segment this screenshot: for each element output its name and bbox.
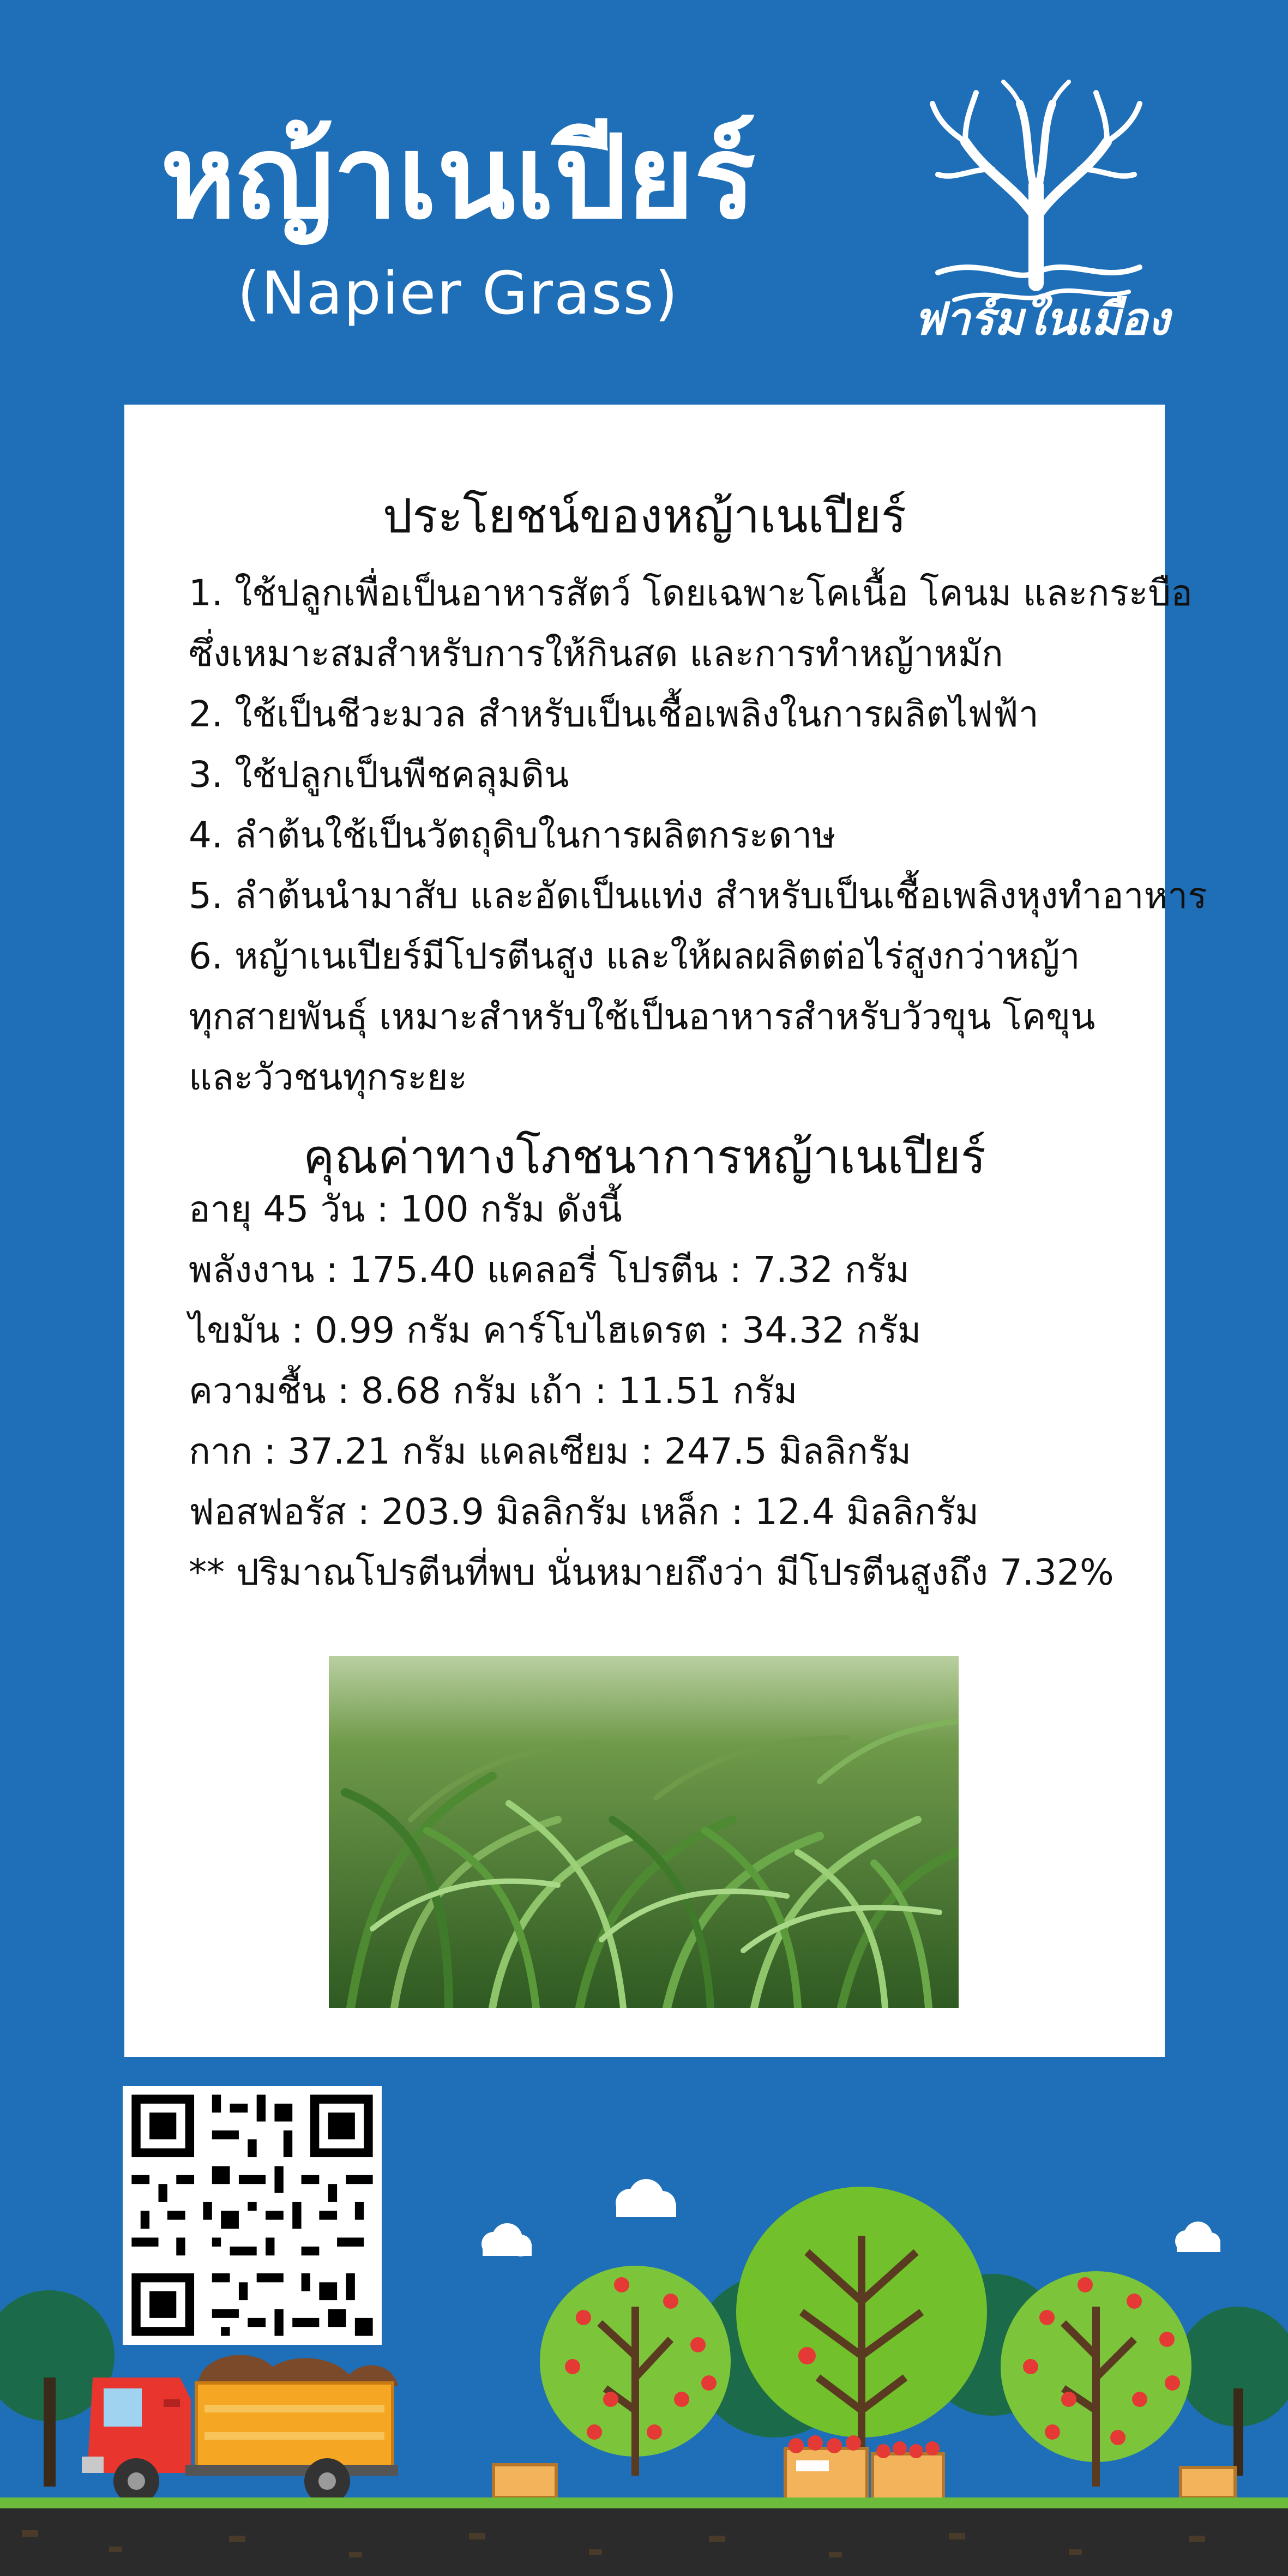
- farm-scene: [0, 2072, 1288, 2576]
- benefit-line: ซึ่งเหมาะสมสำหรับการให้กินสด และการทำหญ้าหมัก: [189, 633, 1003, 675]
- nutrition-line: ความชื้น : 8.68 กรัม เถ้า : 11.51 กรัม: [189, 1370, 798, 1412]
- napier-grass-photo: [329, 1656, 959, 2008]
- nutrition-line: ไขมัน : 0.99 กรัม คาร์โบไฮเดรต : 34.32 กรัม: [189, 1309, 922, 1351]
- benefit-line: 1. ใช้ปลูกเพื่อเป็นอาหารสัตว์ โดยเฉพาะโคเนื้อ โคนม และกระบือ: [189, 572, 1193, 614]
- content-panel: [124, 405, 1207, 2057]
- page-title: หญ้าเนเปียร์: [160, 111, 756, 244]
- logo-text: ฟาร์มในเมือง: [913, 293, 1170, 345]
- nutrition-line: กาก : 37.21 กรัม แคลเซียม : 247.5 มิลลิกรัม: [189, 1430, 912, 1472]
- page-subtitle: (Napier Grass): [237, 260, 679, 328]
- benefits-heading: ประโยชน์ของหญ้าเนเปียร์: [382, 489, 907, 544]
- nutrition-line: พลังงาน : 175.40 แคลอรี่ โปรตีน : 7.32 กรัม: [189, 1249, 910, 1291]
- benefits-list: [189, 563, 1207, 1108]
- benefit-line: 3. ใช้ปลูกเป็นพืชคลุมดิน: [189, 754, 569, 796]
- nutrition-line: ** ปริมาณโปรตีนที่พบ นั่นหมายถึงว่า มีโปรตีนสูงถึง 7.32%: [189, 1551, 1114, 1593]
- nutrition-line: ฟอสฟอรัส : 203.9 มิลลิกรัม เหล็ก : 12.4 มิลลิกรัม: [189, 1491, 979, 1533]
- apple-tree-icon: [1001, 2271, 1191, 2487]
- apple-tree-icon: [540, 2266, 731, 2476]
- benefit-line: 2. ใช้เป็นชีวะมวล สำหรับเป็นเชื้อเพลิงในการผลิตไฟฟ้า: [189, 693, 1039, 735]
- benefit-line: 6. หญ้าเนเปียร์มีโปรตีนสูง และให้ผลผลิตต่อไร่สูงกว่าหญ้า: [189, 935, 1080, 977]
- nutrition-list: [189, 1179, 1127, 1603]
- benefit-line: 4. ลำต้นใช้เป็นวัตถุดิบในการผลิตกระดาษ: [189, 814, 836, 856]
- nutrition-line: อายุ 45 วัน : 100 กรัม ดังนี้: [189, 1188, 622, 1230]
- benefit-line: 5. ลำต้นนำมาสับ และอัดเป็นแท่ง สำหรับเป็นเชื้อเพลิงหุงทำอาหาร: [189, 875, 1207, 917]
- truck-icon: [82, 2355, 398, 2504]
- benefit-line: ทุกสายพันธุ์ เหมาะสำหรับใช้เป็นอาหารสำหรับวัวขุน โคขุน: [189, 996, 1096, 1038]
- nutrition-heading: คุณค่าทางโภชนาการหญ้าเนเปียร์: [303, 1130, 986, 1184]
- benefit-line: และวัวชนทุกระยะ: [189, 1056, 467, 1098]
